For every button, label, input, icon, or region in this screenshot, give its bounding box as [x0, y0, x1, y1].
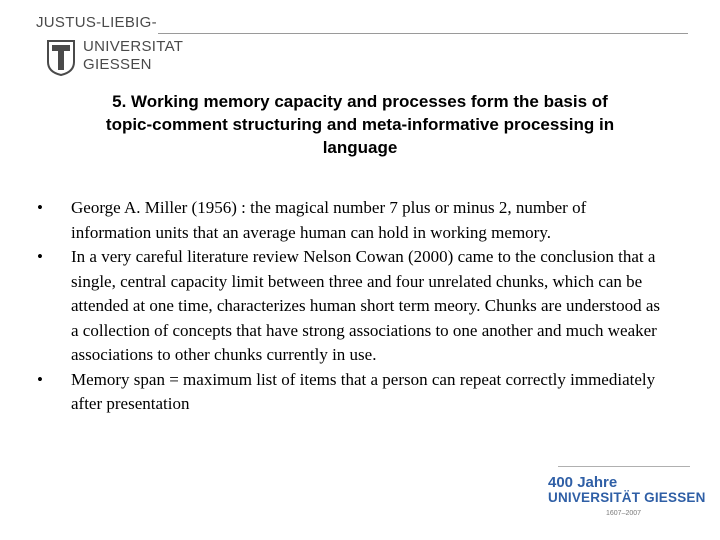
university-name-line1: JUSTUS-LIEBIG- — [36, 14, 157, 31]
jubilee-logo-line1: 400 Jahre — [548, 474, 618, 491]
jubilee-logo — [544, 462, 704, 522]
header-divider — [158, 33, 688, 34]
bullet-list — [30, 196, 670, 417]
university-name-line3: GIESSEN — [83, 56, 152, 73]
jubilee-logo-line2: UNIVERSITÄT GIESSEN — [548, 490, 706, 505]
slide-title-line: language — [322, 138, 398, 157]
bullet-marker: • — [37, 369, 43, 389]
bullet-item — [30, 196, 670, 245]
bullet-text: In a very careful literature review Nelson Cowan (2000) came to the conclusion that a single, central capacity limit between three and four unrelated chunks, which can be attended at one time, characterizes human short term meory. Chunks are understood as a collection of concepts that have strong associations to one another and much weaker associations to other chunks currently in use. — [71, 247, 660, 364]
bullet-text: George A. Miller (1956) : the magical number 7 plus or minus 2, number of information units that an average human can hold in working memory. — [71, 198, 587, 242]
slide-title-line: topic-comment structuring and meta-informative processing in — [105, 115, 615, 134]
slide-title — [50, 90, 670, 159]
bullet-item — [30, 368, 670, 417]
university-logo-icon — [47, 40, 75, 76]
bullet-text: Memory span = maximum list of items that a person can repeat correctly immediately after presentation — [71, 369, 656, 413]
jubilee-logo-rule — [558, 466, 690, 467]
slide-title-line: 5. Working memory capacity and processes form the basis of — [112, 92, 608, 111]
university-header — [30, 8, 690, 78]
bullet-item — [30, 245, 670, 368]
jubilee-logo-years: 1607–2007 — [606, 510, 642, 517]
university-name-line2: UNIVERSITAT — [83, 38, 184, 55]
bullet-marker: • — [37, 247, 43, 266]
bullet-marker: • — [37, 198, 43, 217]
